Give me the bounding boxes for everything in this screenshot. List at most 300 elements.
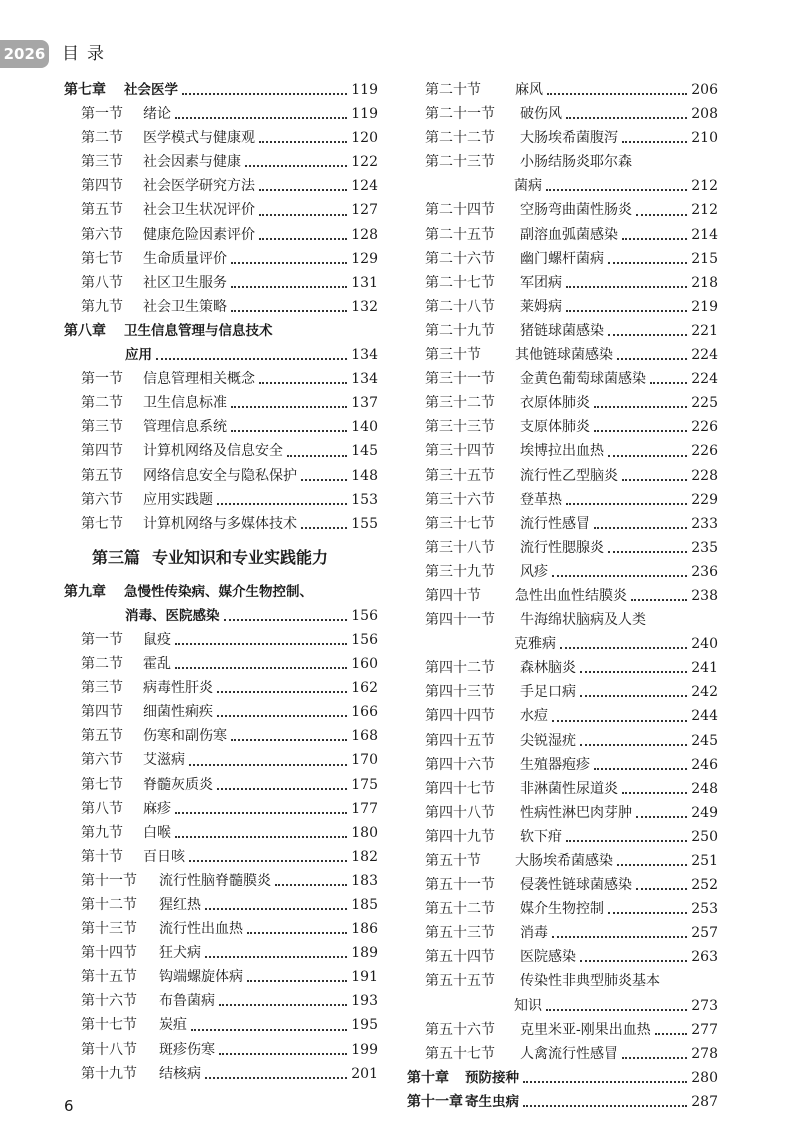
- entry-page-number: 287: [691, 1093, 718, 1110]
- dot-leader: [594, 768, 687, 770]
- entry-label: 第十章: [407, 1069, 449, 1086]
- entry-page-number: 160: [351, 656, 378, 673]
- entry-page-number: 195: [351, 1017, 378, 1034]
- dot-leader: [175, 812, 347, 814]
- dot-leader: [175, 836, 347, 838]
- dot-leader: [205, 956, 347, 958]
- entry-label: 第一节: [81, 631, 123, 648]
- dot-leader: [231, 739, 347, 741]
- entry-page-number: 182: [351, 848, 378, 865]
- entry-page-number: 244: [691, 708, 718, 725]
- toc-section-entry[interactable]: [407, 391, 718, 415]
- entry-title: 尖锐湿疣: [520, 732, 576, 749]
- toc-section-entry[interactable]: [64, 488, 378, 512]
- entry-page-number: 214: [691, 226, 718, 243]
- entry-title: 大肠埃希菌腹泻: [520, 130, 618, 147]
- toc-chapter-entry[interactable]: [64, 343, 378, 367]
- entry-title: 流行性乙型脑炎: [520, 467, 618, 484]
- entry-title: 信息管理相关概念: [143, 371, 255, 388]
- entry-label: 第二十二节: [425, 130, 495, 147]
- entry-label: 第十八节: [81, 1041, 137, 1058]
- entry-page-number: 273: [691, 997, 718, 1014]
- entry-label: 第二十五节: [425, 226, 495, 243]
- entry-label: 第三十五节: [425, 467, 495, 484]
- entry-label: 第二十一节: [425, 106, 495, 123]
- toc-section-entry[interactable]: [407, 632, 718, 656]
- entry-label: 第四十四节: [425, 708, 495, 725]
- entry-label: 第三十四节: [425, 443, 495, 460]
- dot-leader: [552, 936, 687, 938]
- entry-label: 第二节: [81, 656, 123, 673]
- entry-page-number: 233: [691, 515, 718, 532]
- dot-leader: [636, 816, 687, 818]
- entry-label: 第八节: [81, 274, 123, 291]
- dot-leader: [175, 667, 347, 669]
- dot-leader: [622, 141, 687, 143]
- entry-page-number: 124: [351, 178, 378, 195]
- toc-section-entry[interactable]: [407, 560, 718, 584]
- dot-leader: [594, 527, 687, 529]
- entry-page-number: 221: [691, 322, 718, 339]
- dot-leader: [259, 141, 347, 143]
- toc-section-entry[interactable]: [407, 150, 718, 174]
- entry-page-number: 253: [691, 901, 718, 918]
- entry-label: 第二十三节: [425, 154, 495, 171]
- entry-label: 第十七节: [81, 1017, 137, 1034]
- entry-title: 其他链球菌感染: [515, 347, 613, 364]
- dot-leader: [259, 214, 347, 216]
- toc-section-entry[interactable]: [64, 174, 378, 198]
- entry-title: 预防接种: [465, 1069, 519, 1086]
- toc-chapter-entry[interactable]: [407, 1066, 718, 1090]
- entry-label: 第三十八节: [425, 539, 495, 556]
- dot-leader: [617, 358, 687, 360]
- entry-page-number: 241: [691, 660, 718, 677]
- entry-title: 传染性非典型肺炎基本: [520, 973, 660, 990]
- toc-section-entry[interactable]: [407, 753, 718, 777]
- toc-section-entry[interactable]: [64, 845, 378, 869]
- toc-section-entry[interactable]: [64, 773, 378, 797]
- entry-title: 病毒性肝炎: [143, 680, 213, 697]
- dot-leader: [608, 912, 687, 914]
- entry-title: 艾滋病: [143, 752, 185, 769]
- toc-section-entry[interactable]: [64, 700, 378, 724]
- toc-section-entry[interactable]: [64, 1038, 378, 1062]
- entry-title: 破伤风: [520, 106, 562, 123]
- entry-title: 媒介生物控制: [520, 901, 604, 918]
- entry-title: 牛海绵状脑病及人类: [520, 612, 646, 629]
- toc-section-entry[interactable]: [64, 126, 378, 150]
- toc-section-entry[interactable]: [407, 825, 718, 849]
- entry-title: 猪链球菌感染: [520, 322, 604, 339]
- entry-label: 第十六节: [81, 993, 137, 1010]
- entry-title: 鼠疫: [143, 631, 171, 648]
- dot-leader: [175, 117, 347, 119]
- toc-section-entry[interactable]: [64, 271, 378, 295]
- entry-page-number: 238: [691, 587, 718, 604]
- entry-page-number: 180: [351, 824, 378, 841]
- toc-section-entry[interactable]: [407, 873, 718, 897]
- entry-page-number: 251: [691, 853, 718, 869]
- entry-page-number: 156: [351, 631, 378, 648]
- entry-label: 第十三节: [81, 921, 137, 938]
- entry-label: 第五十一节: [425, 877, 495, 894]
- entry-page-number: 210: [691, 130, 718, 147]
- toc-section-entry[interactable]: [64, 821, 378, 845]
- entry-page-number: 129: [351, 250, 378, 267]
- entry-title: 流行性感冒: [520, 515, 590, 532]
- entry-page-number: 229: [691, 491, 718, 508]
- entry-title: 细菌性痢疾: [143, 704, 213, 721]
- entry-title: 社会因素与健康: [143, 154, 241, 171]
- dot-leader: [552, 720, 687, 722]
- toc-section-entry[interactable]: [64, 247, 378, 271]
- entry-label: 第二节: [81, 130, 123, 147]
- toc-section-entry[interactable]: [64, 917, 378, 941]
- entry-label: 第四十八节: [425, 804, 495, 821]
- toc-section-entry[interactable]: [64, 941, 378, 965]
- dot-leader: [566, 840, 687, 842]
- toc-section-entry[interactable]: [64, 989, 378, 1013]
- entry-page-number: 156: [351, 607, 378, 624]
- toc-section-entry[interactable]: [407, 343, 718, 367]
- entry-title: 绪论: [143, 106, 171, 123]
- entry-title: 侵袭性链球菌感染: [520, 877, 632, 894]
- entry-label: 第四十九节: [425, 828, 495, 845]
- entry-title: 小肠结肠炎耶尔森: [520, 154, 632, 171]
- entry-label: 第十五节: [81, 969, 137, 986]
- entry-label: 第十二节: [81, 897, 137, 913]
- entry-title: 手足口病: [520, 684, 576, 701]
- dot-leader: [217, 503, 347, 505]
- entry-label: 第七节: [81, 250, 123, 267]
- toc-section-entry[interactable]: [407, 247, 718, 271]
- dot-leader: [523, 1105, 687, 1107]
- toc-section-entry[interactable]: [407, 897, 718, 921]
- entry-label: 第四十二节: [425, 660, 495, 677]
- toc-section-entry[interactable]: [64, 295, 378, 319]
- entry-title: 急慢性传染病、媒介生物控制、: [124, 583, 313, 600]
- entry-label: 第十四节: [81, 945, 137, 962]
- entry-page-number: 175: [351, 776, 378, 793]
- entry-title: 健康危险因素评价: [143, 226, 255, 243]
- entry-page-number: 132: [351, 298, 378, 315]
- toc-section-entry[interactable]: [407, 319, 718, 343]
- entry-title: 社会医学: [124, 82, 178, 98]
- entry-page-number: 186: [351, 921, 378, 938]
- toc-section-entry[interactable]: [407, 102, 718, 126]
- entry-page-number: 226: [691, 419, 718, 436]
- toc-section-entry[interactable]: [407, 729, 718, 753]
- entry-title: 菌病: [514, 178, 542, 195]
- entry-label: 第四十三节: [425, 684, 495, 701]
- entry-page-number: 225: [691, 395, 718, 412]
- entry-label: 第二节: [81, 395, 123, 412]
- entry-page-number: 245: [691, 732, 718, 749]
- dot-leader: [219, 1053, 347, 1055]
- part-title: 专业知识和专业实践能力: [152, 547, 329, 567]
- toc-chapter-entry[interactable]: [64, 580, 378, 604]
- toc-section-entry[interactable]: [64, 1013, 378, 1037]
- entry-title: 医院感染: [520, 949, 576, 966]
- dot-leader: [552, 575, 687, 577]
- dot-leader: [560, 647, 687, 649]
- entry-title: 应用实践题: [143, 491, 213, 508]
- entry-title: 流行性脑脊髓膜炎: [159, 872, 271, 889]
- entry-title: 计算机网络及信息安全: [143, 443, 283, 460]
- entry-page-number: 235: [691, 539, 718, 556]
- toc-section-entry[interactable]: [407, 295, 718, 319]
- entry-label: 第一节: [81, 371, 123, 388]
- entry-label: 第六节: [81, 491, 123, 508]
- entry-label: 第五十七节: [425, 1045, 495, 1062]
- dot-leader: [275, 884, 347, 886]
- entry-title: 消毒、医院感染: [125, 607, 220, 624]
- entry-label: 第十一章: [407, 1093, 463, 1110]
- toc-section-entry[interactable]: [64, 628, 378, 652]
- toc-section-entry[interactable]: [407, 849, 718, 873]
- toc-section-entry[interactable]: [64, 464, 378, 488]
- entry-page-number: 224: [691, 347, 718, 364]
- toc-section-entry[interactable]: [407, 271, 718, 295]
- entry-title: 麻风: [515, 82, 543, 98]
- entry-title: 医学模式与健康观: [143, 130, 255, 147]
- dot-leader: [608, 334, 687, 336]
- entry-label: 第二十四节: [425, 202, 495, 219]
- part-label: 第三篇: [92, 547, 141, 567]
- dot-leader: [217, 715, 347, 717]
- toc-section-entry[interactable]: [64, 869, 378, 893]
- dot-leader: [189, 860, 347, 862]
- toc-chapter-entry[interactable]: [64, 319, 378, 343]
- toc-section-entry[interactable]: [407, 1018, 718, 1042]
- toc-section-entry[interactable]: [407, 680, 718, 704]
- dot-leader: [580, 695, 687, 697]
- toc-section-entry[interactable]: [64, 439, 378, 463]
- entry-title: 炭疽: [159, 1017, 187, 1034]
- entry-label: 第四十节: [425, 587, 481, 604]
- entry-label: 第五十三节: [425, 925, 495, 942]
- entry-page-number: 137: [351, 395, 378, 412]
- entry-title: 网络信息安全与隐私保护: [143, 467, 297, 484]
- dot-leader: [156, 358, 347, 360]
- entry-page-number: 263: [691, 949, 718, 966]
- entry-title: 狂犬病: [159, 945, 201, 962]
- entry-title: 脊髓灰质炎: [143, 776, 213, 793]
- entry-label: 第三十七节: [425, 515, 495, 532]
- toc-section-entry[interactable]: [64, 893, 378, 917]
- entry-page-number: 208: [691, 106, 718, 123]
- toc-section-entry[interactable]: [407, 584, 718, 608]
- toc-section-entry[interactable]: [64, 965, 378, 989]
- entry-label: 第十一节: [81, 872, 137, 889]
- entry-label: 第五十四节: [425, 949, 495, 966]
- dot-leader: [608, 551, 687, 553]
- entry-label: 第三十节: [425, 347, 481, 364]
- dot-leader: [231, 262, 347, 264]
- dot-leader: [566, 310, 687, 312]
- dot-leader: [247, 980, 347, 982]
- entry-page-number: 148: [351, 467, 378, 484]
- toc-section-entry[interactable]: [64, 724, 378, 748]
- dot-leader: [259, 238, 347, 240]
- entry-label: 第二十六节: [425, 250, 495, 267]
- entry-page-number: 131: [351, 274, 378, 291]
- entry-page-number: 252: [691, 877, 718, 894]
- toc-section-entry[interactable]: [407, 126, 718, 150]
- entry-title: 军团病: [520, 274, 562, 291]
- entry-page-number: 215: [691, 250, 718, 267]
- entry-title: 金黄色葡萄球菌感染: [520, 371, 646, 388]
- entry-page-number: 218: [691, 274, 718, 291]
- toc-section-entry[interactable]: [64, 652, 378, 676]
- entry-label: 第六节: [81, 226, 123, 243]
- entry-title: 布鲁菌病: [159, 993, 215, 1010]
- entry-title: 大肠埃希菌感染: [515, 853, 613, 869]
- toc-section-entry[interactable]: [407, 608, 718, 632]
- entry-label: 第四节: [81, 704, 123, 721]
- entry-page-number: 177: [351, 800, 378, 817]
- entry-label: 第二十七节: [425, 274, 495, 291]
- toc-section-entry[interactable]: [407, 439, 718, 463]
- entry-page-number: 248: [691, 780, 718, 797]
- toc-section-entry[interactable]: [64, 223, 378, 247]
- toc-section-entry[interactable]: [407, 512, 718, 536]
- toc-left-column: [64, 78, 378, 1086]
- dot-leader: [566, 503, 687, 505]
- entry-label: 第九节: [81, 824, 123, 841]
- toc-section-entry[interactable]: [407, 801, 718, 825]
- toc-part-heading[interactable]: [64, 536, 378, 580]
- toc-section-entry[interactable]: [64, 102, 378, 126]
- toc-section-entry[interactable]: [64, 367, 378, 391]
- entry-title: 社会卫生策略: [143, 298, 227, 315]
- dot-leader: [622, 479, 687, 481]
- dot-leader: [622, 238, 687, 240]
- entry-page-number: 277: [691, 1021, 718, 1038]
- toc-section-entry[interactable]: [407, 994, 718, 1018]
- entry-label: 第八章: [64, 322, 106, 339]
- entry-title: 卫生信息标准: [143, 395, 227, 412]
- entry-title: 空肠弯曲菌性肠炎: [520, 202, 632, 219]
- entry-label: 第六节: [81, 752, 123, 769]
- toc-section-entry[interactable]: [407, 777, 718, 801]
- entry-page-number: 201: [351, 1065, 378, 1082]
- dot-leader: [655, 1033, 688, 1035]
- entry-title: 流行性腮腺炎: [520, 539, 604, 556]
- toc-section-entry[interactable]: [407, 921, 718, 945]
- toc-section-entry[interactable]: [407, 223, 718, 247]
- toc-section-entry[interactable]: [407, 78, 718, 102]
- dot-leader: [231, 286, 347, 288]
- entry-page-number: 224: [691, 371, 718, 388]
- entry-page-number: 168: [351, 728, 378, 745]
- entry-title: 森林脑炎: [520, 660, 576, 677]
- entry-title: 副溶血弧菌感染: [520, 226, 618, 243]
- dot-leader: [231, 310, 347, 312]
- entry-page-number: 212: [691, 178, 718, 195]
- toc-section-entry[interactable]: [407, 656, 718, 680]
- entry-label: 第四节: [81, 443, 123, 460]
- entry-label: 第二十八节: [425, 298, 495, 315]
- toc-section-entry[interactable]: [407, 945, 718, 969]
- entry-title: 衣原体肺炎: [520, 395, 590, 412]
- toc-section-entry[interactable]: [64, 797, 378, 821]
- entry-label: 第三十二节: [425, 395, 495, 412]
- entry-page-number: 278: [691, 1045, 718, 1062]
- dot-leader: [546, 1009, 687, 1011]
- entry-page-number: 120: [351, 130, 378, 147]
- entry-page-number: 236: [691, 563, 718, 580]
- entry-title: 流行性出血热: [159, 921, 243, 938]
- toc-chapter-entry[interactable]: [64, 78, 378, 102]
- entry-label: 第七章: [64, 82, 106, 98]
- entry-page-number: 155: [351, 515, 378, 532]
- entry-label: 第一节: [81, 106, 123, 123]
- toc-section-entry[interactable]: [407, 536, 718, 560]
- dot-leader: [594, 406, 687, 408]
- entry-page-number: 183: [351, 872, 378, 889]
- entry-label: 第四十一节: [425, 612, 495, 629]
- toc-chapter-entry[interactable]: [64, 604, 378, 628]
- entry-label: 第五十五节: [425, 973, 495, 990]
- dot-leader: [523, 1081, 687, 1083]
- toc-section-entry[interactable]: [64, 198, 378, 222]
- entry-title: 斑疹伤寒: [159, 1041, 215, 1058]
- toc-section-entry[interactable]: [64, 391, 378, 415]
- entry-label: 第九节: [81, 298, 123, 315]
- entry-title: 生命质量评价: [143, 250, 227, 267]
- dot-leader: [617, 864, 687, 866]
- entry-page-number: 242: [691, 684, 718, 701]
- entry-page-number: 246: [691, 756, 718, 773]
- entry-title: 钩端螺旋体病: [159, 969, 243, 986]
- toc-section-entry[interactable]: [64, 150, 378, 174]
- entry-title: 霍乱: [143, 656, 171, 673]
- entry-label: 第五节: [81, 467, 123, 484]
- toc-section-entry[interactable]: [407, 969, 718, 993]
- toc-section-entry[interactable]: [64, 415, 378, 439]
- toc-section-entry[interactable]: [407, 367, 718, 391]
- entry-label: 第五节: [81, 728, 123, 745]
- entry-title: 寄生虫病: [465, 1093, 519, 1110]
- toc-section-entry[interactable]: [407, 488, 718, 512]
- entry-title: 人禽流行性感冒: [520, 1045, 618, 1062]
- toc-section-entry[interactable]: [407, 174, 718, 198]
- toc-section-entry[interactable]: [407, 1042, 718, 1066]
- toc-section-entry[interactable]: [64, 748, 378, 772]
- entry-title: 生殖器疱疹: [520, 756, 590, 773]
- dot-leader: [259, 382, 347, 384]
- entry-page-number: 249: [691, 804, 718, 821]
- toc-section-entry[interactable]: [64, 512, 378, 536]
- toc-section-entry[interactable]: [64, 1062, 378, 1086]
- toc-chapter-entry[interactable]: [407, 1090, 718, 1114]
- entry-label: 第三节: [81, 419, 123, 436]
- entry-label: 第九章: [64, 583, 106, 600]
- toc-section-entry[interactable]: [407, 415, 718, 439]
- toc-section-entry[interactable]: [407, 704, 718, 728]
- entry-label: 第三十六节: [425, 491, 495, 508]
- entry-page-number: 134: [351, 347, 378, 364]
- toc-section-entry[interactable]: [64, 676, 378, 700]
- toc-section-entry[interactable]: [407, 198, 718, 222]
- dot-leader: [217, 788, 347, 790]
- toc-section-entry[interactable]: [407, 464, 718, 488]
- entry-page-number: 185: [351, 897, 378, 913]
- dot-leader: [259, 189, 347, 191]
- entry-title: 登革热: [520, 491, 562, 508]
